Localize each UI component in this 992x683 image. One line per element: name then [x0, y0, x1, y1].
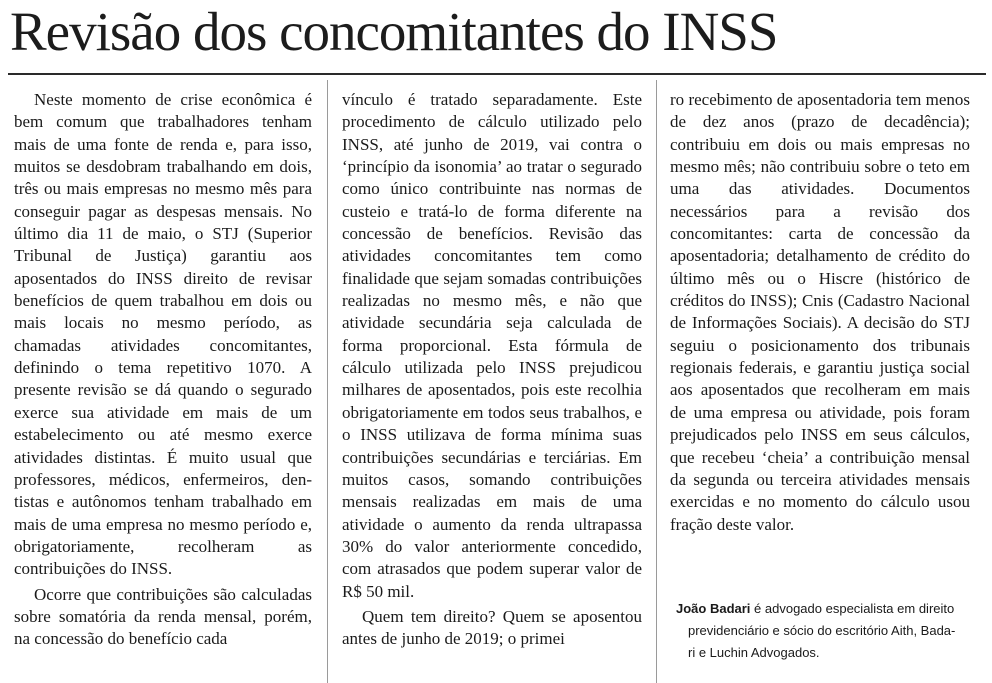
column-divider [327, 80, 328, 683]
body-paragraph: Quem tem direito? Quem se aposentou antes de junho de 2019; o primei [342, 606, 642, 649]
article-column-1 [14, 89, 312, 651]
column-divider [656, 80, 657, 683]
author-bio-text: é advogado especialista em direito [754, 601, 955, 616]
article-title: Revisão dos concomitantes do INSS [10, 1, 778, 62]
article-column-3 [670, 89, 970, 536]
title-rule [8, 73, 986, 75]
body-paragraph: vínculo é tratado separadamente. Este procedimento de cálculo utilizado pelo INSS, até junho de 2019, vai contra o ‘princípio da isonomia’ ao tratar o segurado como único contribuinte nas normas de custeio e tratá-lo de forma diferente na concessão de benefícios. Revisão das atividades concomitantes tem como finalidade que sejam somadas contribuições realizadas no mesmo mês, e não que atividade secundária seja calculada de forma proporcional. Esta fórmula de cálculo utilizada pelo INSS prejudicou milhares de aposentados, pois este recolhia obrigatoriamente em todos seus trabalhos, e o INSS utilizava de forma mínima suas contribuições secundárias e terciárias. Em muitos casos, somando contribuições mensais realizadas em mais de uma atividade o aumento da renda ultrapassa 30% do valor anteriormente concedido, com atrasados que podem superar valor de R$ 50 mil. [342, 90, 642, 601]
body-paragraph: Neste momento de crise econômica é bem comum que trabalhadores tenham mais de uma fonte de renda e, para isso, muitos se desdobram trabalhando em dois, três ou mais empresas no mesmo mês para conseguir pagar as despesas mensais. No último dia 11 de maio, o STJ (Superior Tribunal de Justiça) garantiu aos aposentados do INSS direito de revisar benefícios de quem trabalhou em dois ou mais locais no mesmo período, as chamadas atividades concomitantes, definindo o tema repetitivo 1070. A presente revisão se dá quando o segurado exerce sua atividade em mais de um estabelecimento ou até mesmo exerce atividades distintas. É muito usual que professores, médicos, enfermeiros, dentistas e autônomos tenham trabalhado em mais de uma empresa no mesmo período e, obrigatoriamente, recolheram as contribuições do INSS. [14, 90, 312, 579]
author-bio-line [676, 598, 976, 620]
author-bio-line: ri e Luchin Advogados. [688, 645, 820, 660]
article-column-2 [342, 89, 642, 651]
author-name: João Badari [676, 601, 751, 616]
author-bio [676, 598, 976, 664]
body-paragraph: Ocorre que contribuições são calculadas sobre somatória da renda mensal, porém, na concessão do benefício cada [14, 584, 312, 649]
author-bio-line: previdenciário e sócio do escritório Aith, Bada- [688, 623, 956, 638]
body-paragraph: ro recebimento de aposentadoria tem menos de dez anos (prazo de decadência); contribuiu em dois ou mais empresas no mesmo mês; não contribuiu sobre o teto em uma das atividades. Documentos necessários para a revisão dos concomitantes: carta de concessão da aposentadoria; detalhamento de crédito do último mês ou o Hiscre (histórico de créditos do INSS); Cnis (Cadastro Nacional de Informações Sociais). A decisão do STJ seguiu o posicionamento dos tribunais regionais federais, e garantiu justiça social aos aposentados que recolheram em mais de uma empresa ou atividade, pois foram prejudicados pelo INSS em seus cálculos, que recebeu ‘cheia’ a contribuição mensal da segunda ou terceira atividades mensais exercidas e no momento do cálculo usou fração deste valor. [670, 90, 970, 534]
